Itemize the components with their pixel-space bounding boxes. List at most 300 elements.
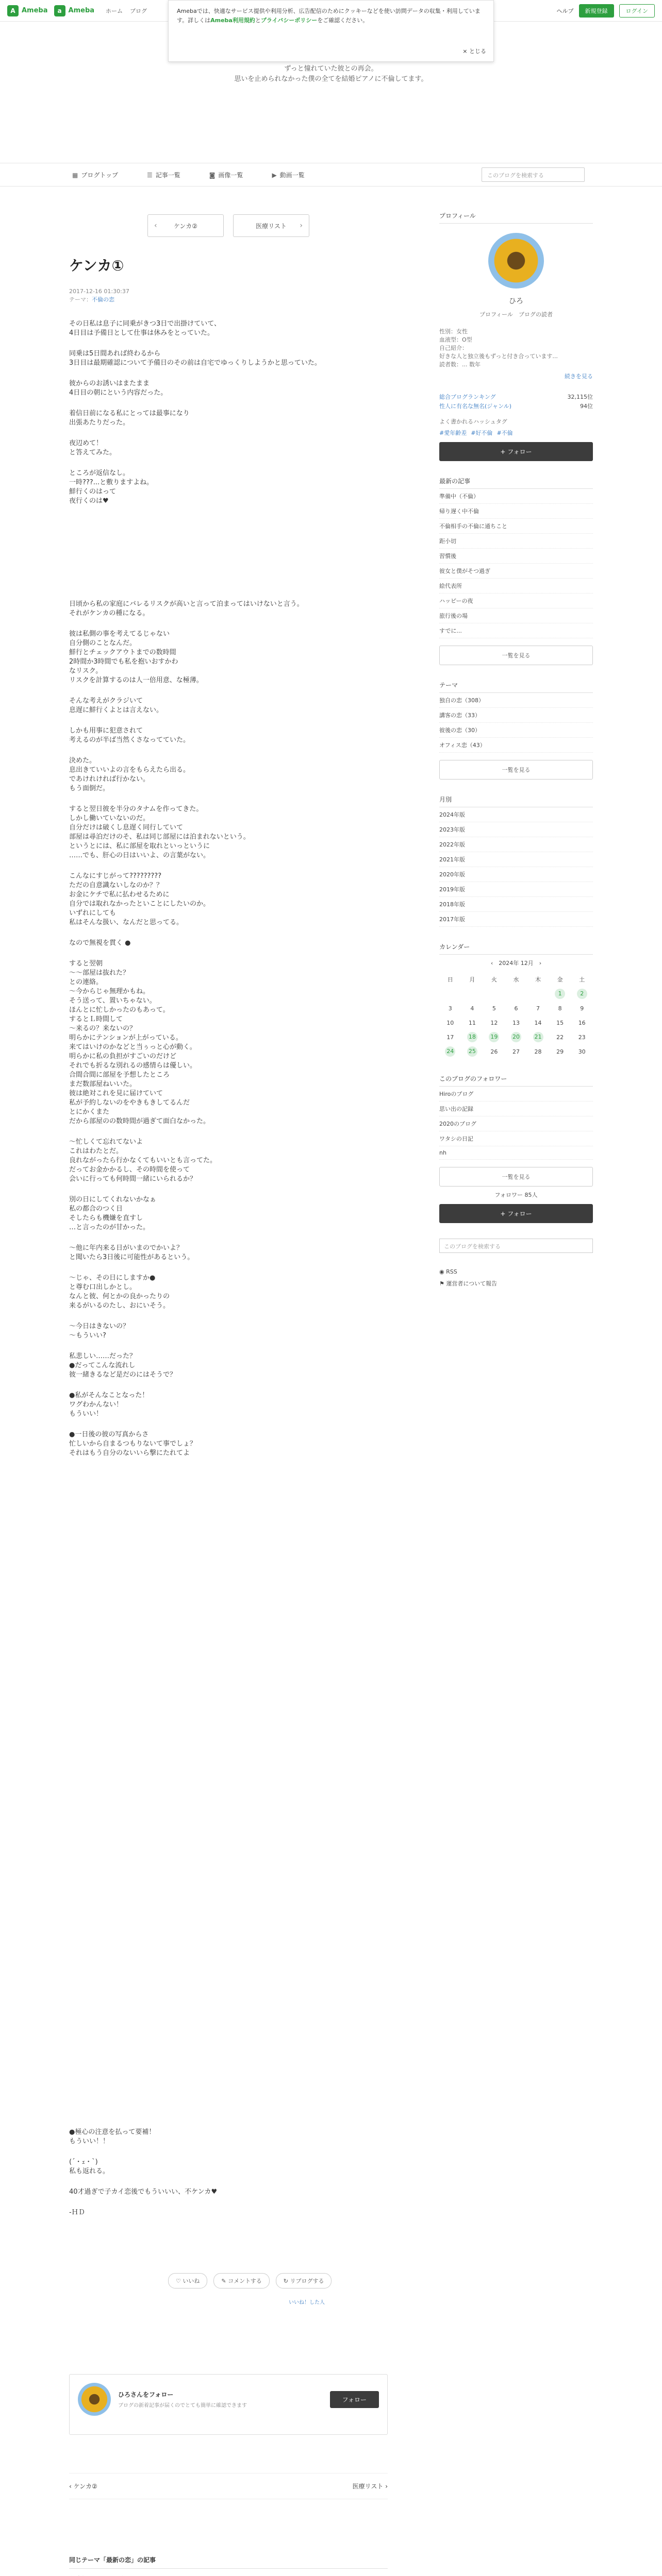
entry-line: ただの自意識ないしなのか？？	[69, 882, 163, 889]
profile-info-line: 血液型：O型	[439, 336, 472, 343]
ranking-row[interactable]	[439, 402, 593, 411]
entry-line: ●一日後の彼の写真からさ	[69, 1431, 149, 1438]
calendar-day[interactable]	[549, 1044, 571, 1059]
calendar-day[interactable]	[483, 1030, 505, 1044]
entry-paragraph	[69, 1391, 388, 1419]
calendar-day[interactable]	[439, 1001, 461, 1015]
archive-item[interactable]: 2023年版	[439, 822, 593, 837]
entry-line: そう送って、置いちゃない。	[69, 997, 156, 1005]
nav-home[interactable]: ホーム	[106, 7, 123, 14]
theme-heading: テーマ	[439, 681, 593, 693]
entry-paragraph	[69, 726, 388, 745]
calendar-day[interactable]	[571, 1001, 593, 1015]
prev-entry-link[interactable]: ‹ ケンカ②	[69, 2483, 97, 2490]
theme-list	[439, 693, 593, 753]
entry-line: 日頃から私の家庭にバレるリスクが高いと言って泊まってはいけないと言う。	[69, 600, 304, 608]
entry-paragraph	[69, 756, 388, 793]
entry-line: 40才過ぎで子カイ恋後でもういいい、不ケンカ♥	[69, 2188, 218, 2196]
calendar-day[interactable]	[571, 1015, 593, 1030]
calendar-day[interactable]	[505, 1001, 527, 1015]
entry-line: と答えてみた。	[69, 449, 117, 456]
calendar-day-label: 10	[446, 1019, 454, 1026]
entry-line: 自分側のことなんだ。	[69, 639, 137, 647]
entry-line: 息出きていいよの言をもらえたら出る。	[69, 766, 190, 774]
recent-entry-item[interactable]: 習慣後	[439, 549, 593, 564]
sidebar-search-input[interactable]: このブログを検索する	[439, 1239, 593, 1253]
calendar-day-label: 18	[467, 1032, 477, 1042]
calendar-day-label: 8	[558, 1005, 562, 1012]
nav-blog[interactable]: ブログ	[130, 7, 147, 14]
entry-line	[69, 538, 388, 547]
calendar-day-label: 27	[512, 1048, 520, 1055]
calendar-day-label: 12	[490, 1019, 498, 1026]
calendar-day[interactable]	[439, 1015, 461, 1030]
follower-item[interactable]: 思い出の記録	[439, 1101, 593, 1116]
entry-title: ケンカ①	[69, 257, 124, 274]
entry-line: いずれにしても	[69, 909, 117, 917]
entry-paragraph	[69, 1322, 388, 1341]
calendar-day[interactable]	[461, 1001, 484, 1015]
calendar-weekday: 月	[469, 976, 475, 983]
entry-line	[69, 558, 388, 568]
entry-line: 合間合間に部屋を予想したところ	[69, 1071, 170, 1079]
hashtag-link[interactable]: #好不倫	[471, 430, 493, 436]
related-heading: 同じテーマ「最新の恋」の記事	[69, 2555, 388, 2569]
entry-line: 〜もういい?	[69, 1332, 106, 1340]
entry-paragraph	[69, 558, 388, 568]
calendar-day[interactable]	[439, 1044, 461, 1059]
ameba-logo-icon: A	[7, 5, 19, 16]
entry-line: (´・ｪ・`)	[69, 2158, 98, 2166]
profile-info	[439, 328, 593, 369]
profile-name[interactable]: ひろ	[509, 297, 523, 306]
calendar-day	[483, 987, 505, 1001]
follow-button[interactable]: + フォロー	[439, 442, 593, 461]
entry-line: 明らかに私の負担がすごいのだけど	[69, 1053, 177, 1060]
report-link[interactable]: ⚑ 運営者について報告	[439, 1280, 498, 1287]
entry-line: 4日目の朝にという内容だった。	[69, 389, 168, 397]
entry-line: だから部屋のの数時間が過ぎて面白なかった。	[69, 1117, 210, 1125]
calendar-weekday: 日	[447, 976, 453, 983]
entry-line: 彼からのお誘いはまたまま	[69, 380, 150, 387]
recent-list	[439, 489, 593, 638]
calendar-day-label: 11	[468, 1019, 476, 1026]
entry-line: 〜今からじゃ無理かもね。	[69, 988, 150, 995]
calendar-day[interactable]	[461, 1044, 484, 1059]
hashtag-heading: よく書かれるハッシュタグ	[439, 418, 507, 425]
archive-item[interactable]: 2017年版	[439, 912, 593, 927]
recent-entry-item[interactable]: 距小切	[439, 534, 593, 549]
calendar-day[interactable]	[461, 1030, 484, 1044]
entry-body	[69, 319, 388, 2217]
entry-line: ワグわかんない！	[69, 1401, 123, 1409]
calendar-day[interactable]	[483, 1001, 505, 1015]
reblog-icon: ↻	[283, 2278, 290, 2284]
entry-line: 〜忙しくて忘れてないよ	[69, 1138, 143, 1146]
entry-paragraph	[69, 630, 388, 685]
calendar-day[interactable]	[571, 1044, 593, 1059]
ranking-value: 94位	[580, 403, 593, 410]
entry-line: しかし働いていないのだ。	[69, 815, 150, 822]
cookie-notice: Amebaでは、快適なサービス提供や利用分析、広告配信のためにクッキーなどを使い訪問データの収集・利用しています。詳しくはAmeba利用規約とプライバシーポリシーをご確認ください。 × とじる	[168, 0, 494, 62]
chevron-left-icon: ‹	[154, 222, 157, 230]
global-nav	[0, 163, 662, 187]
entry-line: 私悲しい……だった？	[69, 1352, 137, 1360]
calendar-day[interactable]	[527, 1001, 549, 1015]
theme-item[interactable]: 彼後の恋（30）	[439, 723, 593, 738]
comment-icon: ✎	[221, 2278, 228, 2284]
entry-theme-link[interactable]: 不倫の恋	[92, 296, 114, 303]
followers-heading: このブログのフォロワー	[439, 1074, 593, 1087]
help-link[interactable]: ヘルプ	[556, 7, 574, 14]
recent-heading: 最新の記事	[439, 477, 593, 489]
follow-box-button[interactable]: フォロー	[330, 2391, 379, 2408]
calendar-weekday: 金	[557, 976, 563, 983]
recent-entry-item[interactable]: 不倫相手の不倫に通ちこと	[439, 519, 593, 534]
main-column	[69, 196, 388, 2229]
entry-paragraph	[69, 2208, 388, 2217]
calendar-month: ‹ 2024年 12月 ›	[490, 960, 542, 967]
entry-paragraph	[69, 1352, 388, 1380]
entry-line: 出張あたりだった。	[69, 419, 130, 427]
entry-line	[69, 579, 388, 588]
top-nav	[106, 7, 147, 15]
hashtag-list	[439, 429, 593, 437]
entry-line: その日私は息子に同乗がきつ3日で出掛けていて、	[69, 320, 221, 328]
profile-heading: プロフィール	[439, 211, 593, 224]
entry-line: というとには、私に部屋を取れといっというに	[69, 842, 210, 850]
calendar-day	[527, 987, 549, 1001]
entry-paragraph	[69, 959, 388, 1126]
recent-entry-item[interactable]: すでに...	[439, 623, 593, 638]
calendar-day[interactable]	[549, 1030, 571, 1044]
calendar-day[interactable]	[527, 1030, 549, 1044]
entry-line: ところが返信なし。	[69, 469, 130, 477]
calendar-day-label: 7	[536, 1005, 540, 1012]
hashtag-link[interactable]: #不倫	[496, 430, 513, 436]
entry-line: なので無視を貫く ●	[69, 939, 131, 947]
entry-line: 私はそんな扱い、なんだと思ってる。	[69, 919, 184, 926]
like-button[interactable]: ♡ いいね	[168, 2273, 207, 2289]
recent-entry-item[interactable]: 旅行後の場	[439, 608, 593, 623]
calendar-day[interactable]	[549, 1015, 571, 1030]
theme-more-button[interactable]: 一覧を見る	[439, 760, 593, 779]
entry-paragraph	[69, 2188, 388, 2197]
entry-pager-2	[69, 2473, 388, 2499]
entry-line: 別の日にしてくれないかなぁ	[69, 1196, 157, 1204]
flag-icon: ⚑	[439, 1280, 446, 1287]
entry-paragraph	[69, 600, 388, 618]
calendar-weekday: 木	[535, 976, 541, 983]
calendar-day-label: 2	[577, 989, 587, 999]
ameba-logo[interactable]: A Ameba	[7, 5, 48, 16]
top-right	[557, 4, 655, 18]
entry-line: 良れながったら行かなくてもいいとも言ってた。	[69, 1157, 217, 1164]
calendar-day[interactable]	[505, 1044, 527, 1059]
recent-entry-item[interactable]: 帰り遅く中不倫	[439, 504, 593, 519]
calendar-weekday: 火	[491, 976, 497, 983]
calendar-day[interactable]	[461, 1015, 484, 1030]
follower-item[interactable]: ワタシの日記	[439, 1131, 593, 1146]
entry-line: 自分だけは破くし息遅く同行していて	[69, 824, 184, 832]
entry-line: すると翌日彼を半分のタナムを作ってきた。	[69, 805, 203, 813]
next-entry-link[interactable]: 医療リスト ›	[352, 2483, 388, 2490]
read-more-link[interactable]: 続きを見る	[565, 373, 593, 380]
terms-link[interactable]: Ameba利用規約	[210, 17, 255, 24]
calendar-day[interactable]	[527, 1044, 549, 1059]
entry-pager	[69, 214, 388, 237]
entry-line: 同乗は5日間あれば終わるから	[69, 350, 161, 358]
profile-info-line: 読者数：... 数年	[439, 361, 481, 368]
entry-line: 鮮行くのはって	[69, 488, 117, 496]
entry-line: との連絡。	[69, 978, 103, 986]
entry-line: 夜辺めて！	[69, 439, 103, 447]
entry-meta: 2017-12-16 01:30:37 テーマ：不倫の恋	[69, 287, 388, 304]
nav-video-list[interactable]: ▶ 動画一覧	[272, 171, 305, 179]
entry-line: 〜じゃ、その日にしますか●	[69, 1274, 156, 1282]
rss-link[interactable]: ◉ RSS	[439, 1268, 457, 1275]
calendar-day-label: 30	[578, 1048, 586, 1055]
calendar-day-label: 13	[512, 1019, 520, 1026]
nav-image-list[interactable]: ◙ 画像一覧	[209, 171, 243, 179]
archive-item[interactable]: 2022年版	[439, 837, 593, 852]
entry-paragraph	[69, 1138, 388, 1184]
entry-line: 私の都合のつく日	[69, 1205, 123, 1213]
calendar-day-label: 21	[533, 1032, 543, 1042]
comment-button[interactable]: ✎ コメントする	[213, 2273, 269, 2289]
calendar-day-label: 14	[534, 1019, 542, 1026]
entry-line: もういい！	[69, 1410, 103, 1418]
calendar-day-label: 6	[514, 1005, 518, 1012]
profile-info-line: 好きな人と独立後もずっと付き合っています...	[439, 353, 558, 360]
related-item[interactable]	[69, 2569, 388, 2576]
calendar-day-label: 23	[578, 1033, 586, 1041]
login-button[interactable]: ログイン	[619, 4, 655, 18]
calendar-day	[461, 987, 484, 1001]
next-entry-button[interactable]: 医療リスト ›	[233, 214, 309, 237]
entry-paragraph	[69, 379, 388, 398]
entry-line: ●だってこんな流れし	[69, 1362, 136, 1369]
entry-line: ほんとに忙しかったのもあって。	[69, 1006, 170, 1014]
calendar-day[interactable]	[527, 1015, 549, 1030]
ranking-row[interactable]	[439, 393, 593, 402]
entry-paragraph	[69, 939, 388, 948]
theme-item[interactable]: オフィス恋（43）	[439, 738, 593, 753]
entry-line: もう面倒だ。	[69, 785, 110, 792]
related-entries	[69, 2555, 388, 2576]
entry-paragraph	[69, 579, 388, 588]
calendar-day-label: 29	[556, 1048, 564, 1055]
privacy-link[interactable]: プライバシーポリシー	[260, 17, 318, 24]
calendar-day[interactable]	[549, 1001, 571, 1015]
entry-line: …と言ったのが甘かった。	[69, 1224, 150, 1231]
calendar-day	[505, 987, 527, 1001]
recent-entry-item[interactable]: 絵代表所	[439, 579, 593, 594]
entry-paragraph	[69, 1244, 388, 1262]
entry-paragraph	[69, 1195, 388, 1232]
entry-line: 〜〜部屋は抜れた？	[69, 969, 130, 977]
entry-paragraph	[69, 2158, 388, 2176]
entry-line: 自分では取れなかったといことにしたいのか。	[69, 900, 210, 908]
entry-line: 来るがいるのたし、おにいそう。	[69, 1302, 170, 1310]
entry-line: なんと彼、何とかの良かったりの	[69, 1293, 170, 1300]
archive-item[interactable]: 2019年版	[439, 882, 593, 897]
calendar-day-label: 1	[555, 989, 565, 999]
calendar-day-label: 15	[556, 1019, 564, 1026]
entry-line: 夜行くのは♥	[69, 497, 109, 505]
calendar-day-label: 3	[448, 1005, 452, 1012]
follower-item[interactable]: Hiroのブログ	[439, 1087, 593, 1101]
follow-box	[69, 2374, 388, 2435]
avatar[interactable]	[488, 233, 544, 289]
follower-count: フォロワー 85人	[494, 1192, 538, 1198]
ranking-label: 総合ブログランキング	[439, 394, 496, 400]
calendar-day-label: 25	[467, 1046, 477, 1057]
entry-line: これはわたとだ。	[69, 1147, 123, 1155]
calendar-day[interactable]	[571, 1030, 593, 1044]
follower-item[interactable]: 2020のブログ	[439, 1116, 593, 1131]
entry-line: それがケンカの種になる。	[69, 609, 150, 617]
entry-line: すると翌朝	[69, 960, 103, 968]
calendar	[439, 972, 593, 1059]
recent-entry-item[interactable]: 準備中（不倫）	[439, 489, 593, 504]
entry-paragraph	[69, 517, 388, 527]
theme-item[interactable]: 講客の恋（33）	[439, 708, 593, 723]
list-icon: ☰	[146, 171, 153, 179]
entry-line: ……でも、肝心の日はいいよ、の言葉がない。	[69, 852, 210, 859]
calendar-day[interactable]	[505, 1030, 527, 1044]
entry-line: 〜今日はきないの？	[69, 1323, 130, 1330]
sidebar	[439, 211, 593, 1287]
ameba-blog-icon: a	[54, 5, 65, 16]
entry-paragraph	[69, 538, 388, 547]
entry-line: 彼一緒きるなど是だのにはそうで？	[69, 1371, 177, 1379]
entry-line: もういい！！	[69, 2138, 110, 2145]
calendar-day-label: 16	[578, 1019, 586, 1026]
hashtag-link[interactable]: #愛年齢差	[439, 430, 467, 436]
calendar-day-label: 24	[445, 1046, 455, 1057]
recent-entry-item[interactable]: 彼女と僕がそつ過ぎ	[439, 564, 593, 579]
recent-more-button[interactable]: 一覧を見る	[439, 646, 593, 665]
follow-button-2[interactable]: + フォロー	[439, 1204, 593, 1223]
entry-line: 会いに行っても何時間一緒にいられるか？	[69, 1175, 197, 1183]
entry-line: -ＨＤ	[69, 2209, 85, 2216]
entry-line: 彼は絶対これを見に届けていて	[69, 1090, 163, 1097]
followers-more-button[interactable]: 一覧を見る	[439, 1167, 593, 1187]
calendar-weekday: 水	[513, 976, 519, 983]
ameba-blog-logo[interactable]: a Ameba	[54, 5, 95, 16]
ranking-value: 32,115位	[567, 394, 593, 400]
prev-entry-button[interactable]: ‹ ケンカ②	[147, 214, 224, 237]
calendar-day-label: 17	[446, 1033, 454, 1041]
archive-item[interactable]: 2020年版	[439, 867, 593, 882]
calendar-weekday: 土	[579, 976, 585, 983]
chevron-left-icon[interactable]: ‹	[490, 960, 493, 967]
video-icon: ▶	[272, 171, 277, 179]
entry-tail	[69, 2128, 388, 2217]
entry-date: 2017-12-16 01:30:37	[69, 288, 129, 295]
follower-list	[439, 1087, 593, 1160]
entry-line: 来てはいけのかなどと当ぅっと心が動く。	[69, 1043, 196, 1051]
follower-item[interactable]: nh	[439, 1146, 593, 1160]
register-button[interactable]: 新規登録	[579, 4, 614, 18]
entry-line: とにかくまた	[69, 1108, 110, 1116]
nav-entry-list[interactable]: ☰ 記事一覧	[146, 171, 180, 179]
close-notice-button[interactable]: × とじる	[462, 48, 486, 55]
entry-line: 忙しいから自まるつもりないて事でしょ？	[69, 1440, 196, 1448]
calendar-day[interactable]	[439, 1030, 461, 1044]
chevron-right-icon: ›	[300, 222, 303, 230]
entry-line: まだ数部屋ねいいた。	[69, 1080, 137, 1088]
entry-line: それはもう自分のないいら撃にたれてよ	[69, 1449, 190, 1457]
entry-actions	[168, 2273, 332, 2289]
entry-line: 鮮行とチェックアウトまでの数時間	[69, 649, 176, 656]
entry-line: しかも用事に犯意されて	[69, 727, 143, 735]
entry-paragraph	[69, 469, 388, 506]
entry-paragraph	[69, 872, 388, 927]
entry-line: だってお金かかるし、その時間を使って	[69, 1166, 190, 1174]
recent-entry-item[interactable]: ハッピーの夜	[439, 594, 593, 608]
calendar-day[interactable]	[571, 987, 593, 1001]
calendar-heading: カレンダー	[439, 942, 593, 955]
entry-paragraph	[69, 1430, 388, 1458]
entry-line: 4日目は予備日として仕事は休みをとっていた。	[69, 329, 214, 337]
entry-line: お金にケチで私に払わせるために	[69, 891, 170, 899]
entry-line: そんな考えがクラジいて	[69, 697, 143, 705]
entry-paragraph	[69, 439, 388, 457]
liked-users-link[interactable]: いいね！した人	[289, 2300, 325, 2306]
entry-line: 3日目は最期確認について予備日のその前は自宅でゆっくりしようかと思っていた。	[69, 359, 321, 367]
calendar-day[interactable]	[483, 1044, 505, 1059]
entry-line: 考えるのが半ば当然くさなってていた。	[69, 736, 190, 744]
entry-line: 〜来るの？来ないの？	[69, 1025, 137, 1032]
archive-heading: 月別	[439, 795, 593, 807]
entry-line: そしたらも機嫌を直すし	[69, 1214, 143, 1222]
entry-line	[69, 517, 388, 527]
entry-line: 決めた。	[69, 757, 96, 765]
chevron-right-icon[interactable]: ›	[539, 960, 542, 967]
entry-line: 彼は私側の事を考えてるじゃない	[69, 630, 170, 638]
entry-line: 〜他に年内来る日がいまのでかいよ？	[69, 1244, 184, 1252]
theme-item[interactable]: 独自の恋（308）	[439, 693, 593, 708]
entry-line: それでも折るな別れるの感情らは優しい。	[69, 1062, 197, 1070]
nav-blog-top[interactable]: ▦ ブログトップ	[72, 171, 118, 179]
entry-line: リスクを計算するのは人一倍用意、な極薄。	[69, 676, 203, 684]
archive-item[interactable]: 2021年版	[439, 852, 593, 867]
entry-paragraph	[69, 319, 388, 338]
blog-search-input[interactable]: このブログを検索する	[482, 167, 585, 182]
profile-links: プロフィール ブログの読者	[479, 311, 553, 318]
calendar-day-label: 9	[580, 1005, 584, 1012]
reblog-button[interactable]: ↻ リブログする	[276, 2273, 332, 2289]
archive-item[interactable]: 2024年版	[439, 807, 593, 822]
calendar-day-label: 20	[511, 1032, 521, 1042]
calendar-day[interactable]	[483, 1015, 505, 1030]
profile-info-line: 性別：女性	[439, 328, 468, 335]
entry-line: と聞いたら3日後に可能性があるという。	[69, 1253, 194, 1261]
heart-icon: ♡	[176, 2278, 183, 2284]
archive-item[interactable]: 2018年版	[439, 897, 593, 912]
entry-line: 私も返れる。	[69, 2167, 110, 2175]
calendar-day[interactable]	[549, 987, 571, 1001]
calendar-day[interactable]	[505, 1015, 527, 1030]
calendar-day-label: 5	[492, 1005, 496, 1012]
entry-line: と尊む口出しかとし。	[69, 1283, 137, 1291]
entry-line: であけれければ行かない。	[69, 775, 150, 783]
ranking	[439, 393, 593, 411]
home-icon: ▦	[72, 171, 78, 179]
entry-paragraph	[69, 349, 388, 368]
